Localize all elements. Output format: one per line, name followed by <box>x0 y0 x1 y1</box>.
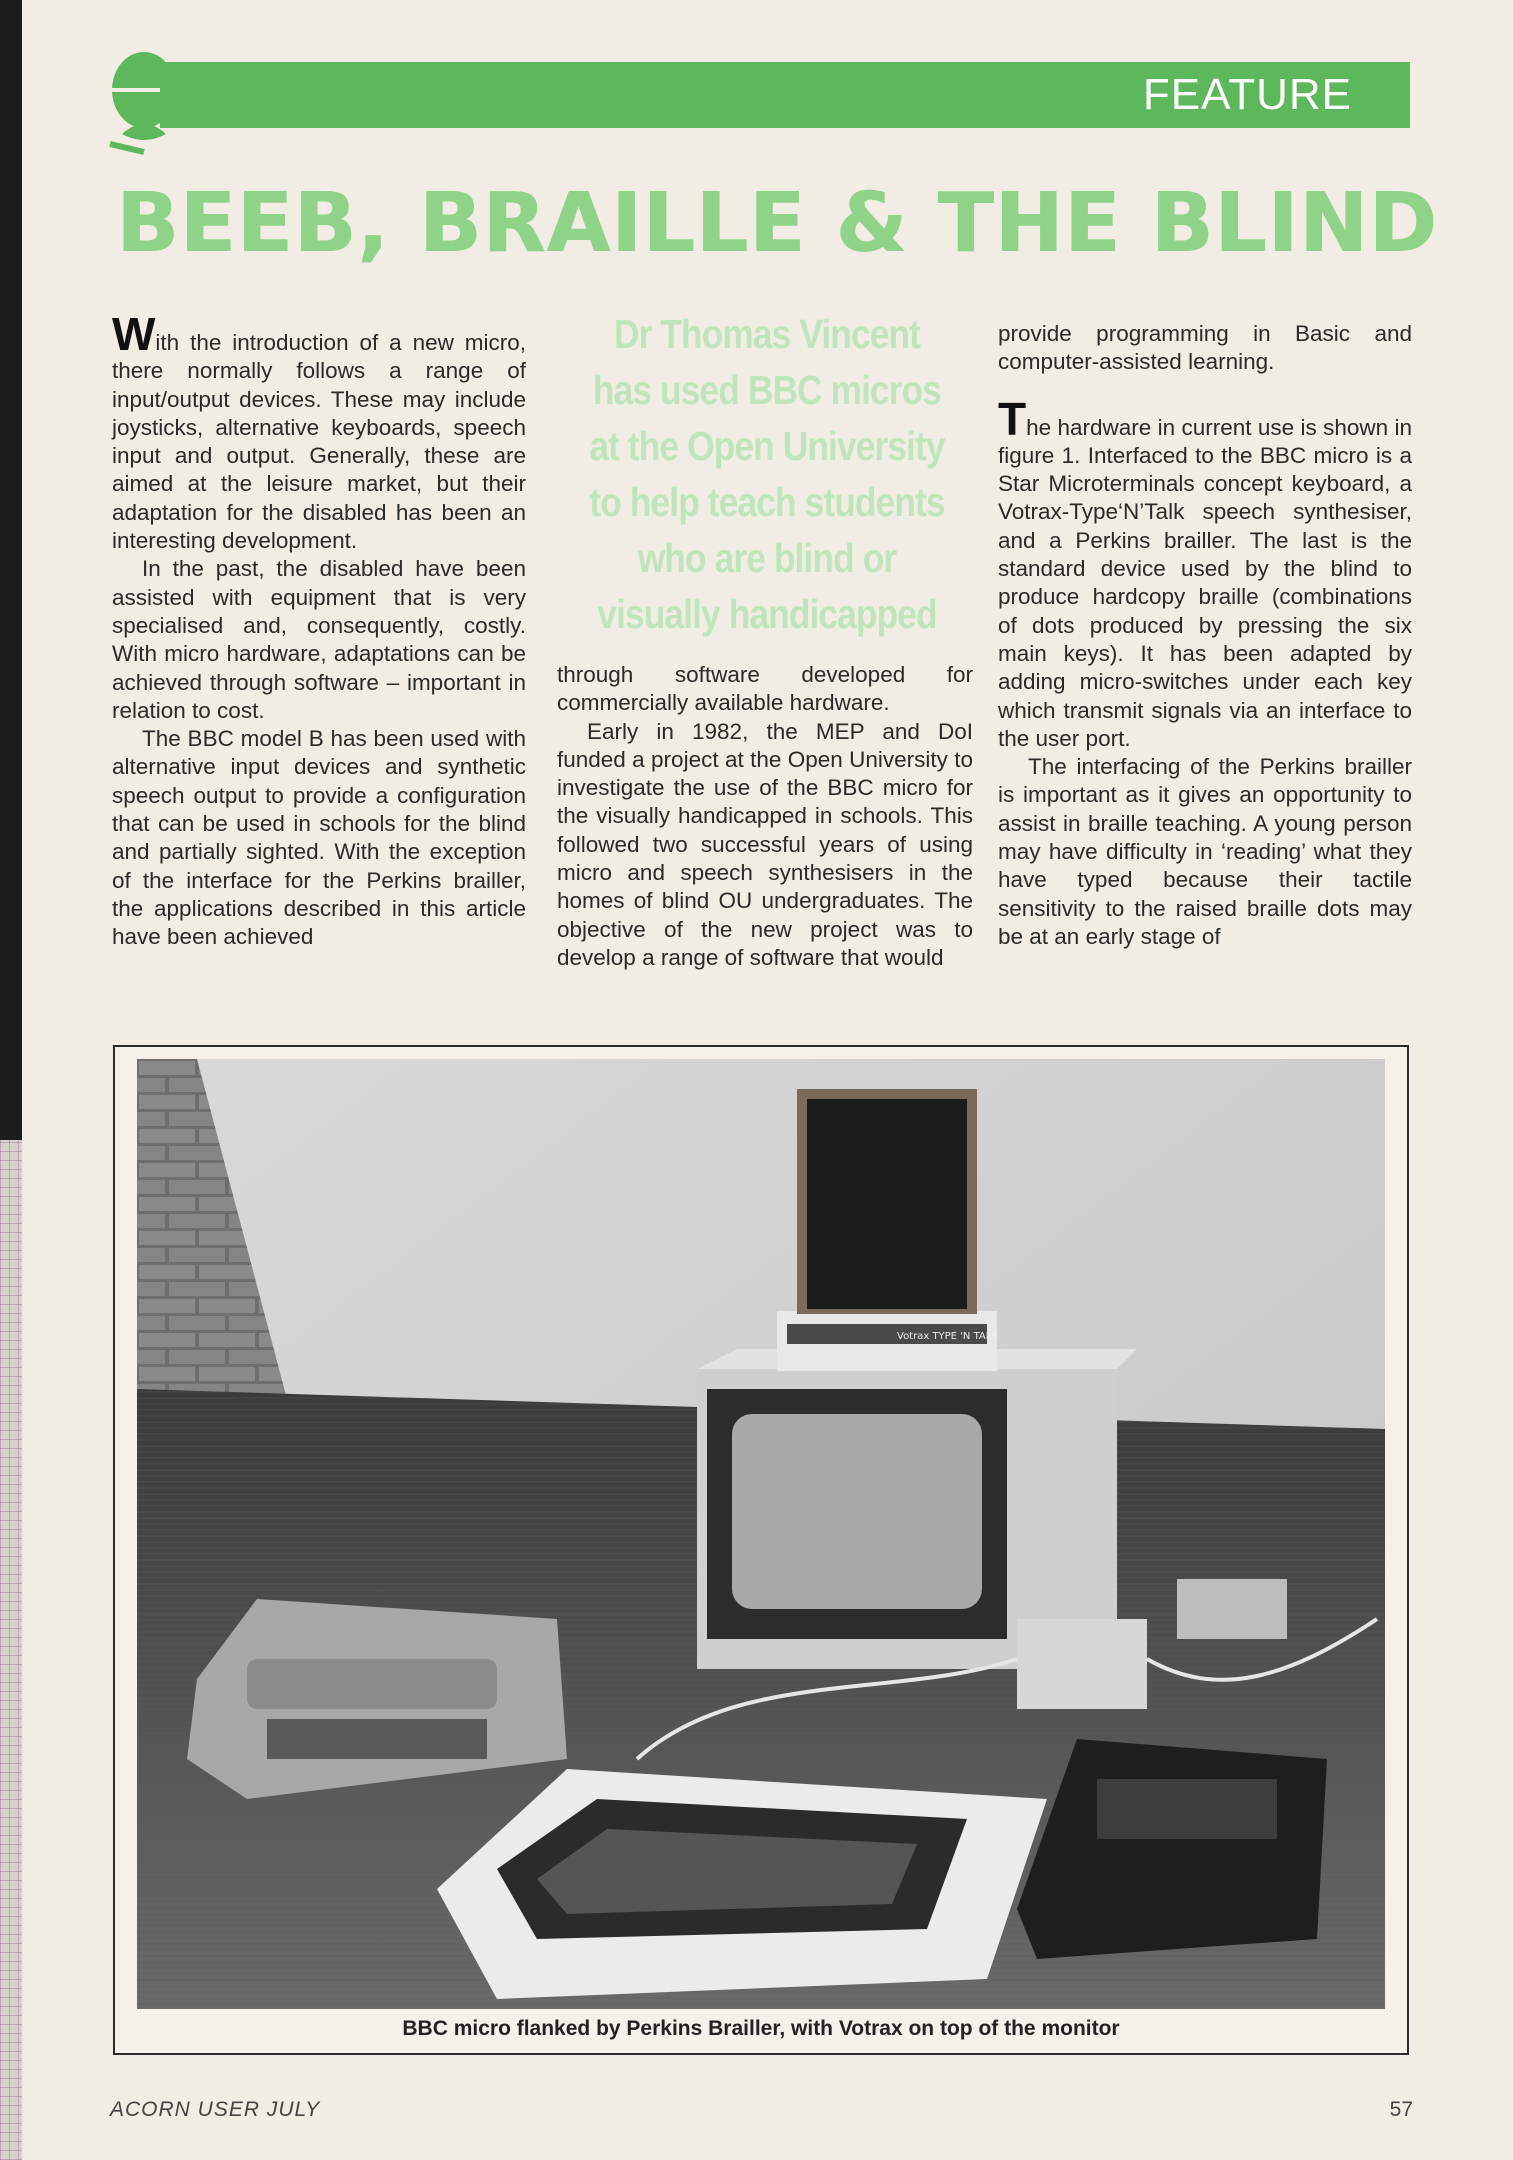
paragraph: Early in 1982, the MEP and DoI funded a project at the Open University to investigate the use of the BBC micro for the visually handicapped in schools. This followed two successful years of using micro and speech synthesisers in the homes of blind OU undergraduates. The objective of the new project was to develop a range of software that would <box>557 718 973 970</box>
paragraph: The interfacing of the Perkins brailler is important as it gives an opportunity to assist in braille teaching. A young person may have difficulty in ‘reading’ what they have typed because their tactile sensitivity to the raised braille dots may be at an early stage of <box>998 754 1412 949</box>
paragraph: The BBC model B has been used with alternative input devices and synthetic speech output to provide a configuration that can be used in schools for the blind and partially sighted. With the exception of the interface for the Perkins brailler, the applications described in this article have been achieved <box>112 726 526 950</box>
drop-cap: W <box>112 308 156 360</box>
pull-quote: Dr Thomas Vincent has used BBC micros at the Open University to help teach students who are blind or visually handicapped <box>589 311 945 637</box>
headline: BEEB, BRAILLE & THE BLIND <box>116 176 1438 271</box>
section-label: FEATURE <box>1142 70 1352 119</box>
paragraph <box>112 308 526 555</box>
drop-cap: T <box>998 392 1027 445</box>
paragraph-text: he hardware in current use is shown in figure 1. Interfaced to the BBC micro is a Star Microterminals concept keyboard, a Votrax-Type‘N’Talk speech synthesiser, and a Perkins brailler. The last is the standard device used by the blind to produce hardcopy braille (combinations of dots produced by pressing the six main keys). It has been adapted by adding micro-switches under each key which transmit signals via an interface to the user port. <box>998 414 1412 751</box>
paragraph: provide programming in Basic and computer-assisted learning. <box>998 321 1412 375</box>
page-edge <box>0 0 22 2160</box>
paragraph: In the past, the disabled have been assisted with equipment that is very specialised and, consequently, costly. With micro hardware, adaptations can be achieved through software – important in relation to cost. <box>112 556 526 723</box>
paragraph-text: ith the introduction of a new micro, there normally follows a range of input/output devices. These may include joysticks, alternative keyboards, speech input and output. Generally, these are aimed at the leisure market, but their adaptation for the disabled has been an interesting development. <box>112 330 526 554</box>
paragraph: through software developed for commercially available hardware. <box>557 662 973 716</box>
equipment-photo <box>137 1059 1385 2009</box>
figure-caption: BBC micro flanked by Perkins Brailler, with Votrax on top of the monitor <box>402 2017 1120 2040</box>
article-column-2 <box>557 661 973 972</box>
votrax-label: Votrax TYPE 'N TALK <box>897 1331 998 1342</box>
feature-banner <box>160 62 1410 128</box>
page-number: 57 <box>1389 2098 1413 2121</box>
article-column-1 <box>112 308 526 952</box>
figure-frame <box>113 1045 1409 2055</box>
article-column-3 <box>998 320 1412 951</box>
paragraph <box>998 392 1412 754</box>
magazine-footer: ACORN USER JULY <box>110 2098 321 2121</box>
